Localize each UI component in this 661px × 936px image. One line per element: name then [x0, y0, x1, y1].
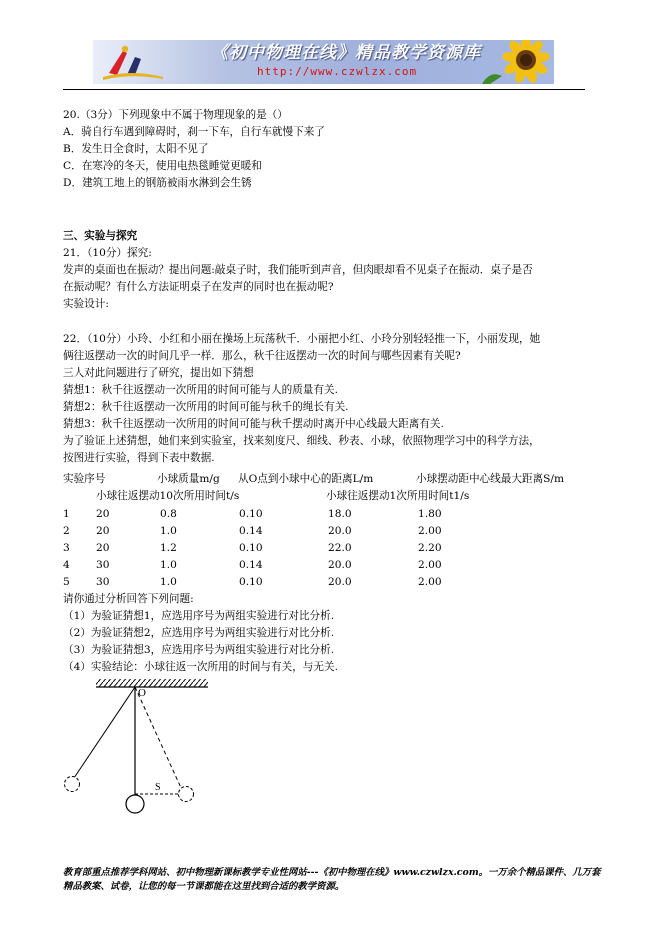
table-cell: 20.0	[328, 559, 352, 571]
table-header-cell: 从O点到小球中心的距离L/m	[238, 473, 374, 485]
table-cell: 20	[96, 508, 110, 520]
table-cell: 0.14	[239, 525, 263, 537]
table-cell: 0.14	[239, 559, 263, 571]
banner-url[interactable]: http://www.czwlzx.com	[257, 65, 418, 78]
q22-guess-1: 猜想1：秋千往返摆动一次所用的时间可能与人的质量有关.	[63, 384, 338, 396]
table-cell: 2.00	[418, 576, 442, 588]
table-cell: 22.0	[328, 542, 352, 554]
pendulum-diagram	[58, 676, 208, 816]
q21-design: 实验设计:	[63, 298, 109, 310]
table-cell: 0.10	[239, 576, 263, 588]
header-rule	[63, 89, 585, 90]
table-cell: 3	[63, 542, 70, 554]
q22-line-8: 按图进行实验，得到下表中数据.	[63, 452, 215, 464]
q22-subq-4: （4）实验结论：小球往返一次所用的时间与有关，与无关.	[63, 661, 338, 673]
table-cell: 0.8	[160, 508, 177, 520]
section-title: 三、实验与探究	[63, 230, 138, 242]
table-header-cell: 小球摆动距中心线最大距离S/m	[416, 473, 564, 485]
q22-line-3: 三人对此问题进行了研究，提出如下猜想	[63, 367, 254, 379]
q22-subq-3: （3）为验证猜想3，应选用序号为两组实验进行对比分析.	[63, 644, 335, 656]
sunflower-icon	[476, 40, 554, 84]
q22-guess-2: 猜想2：秋千往返摆动一次所用的时间可能与秋千的绳长有关.	[63, 401, 349, 413]
table-cell: 20	[96, 525, 110, 537]
q22-line-1: 22．（10分）小玲、小红和小丽在操场上玩荡秋千．小丽把小红、小玲分别轻轻推一下，小丽发现，她	[63, 333, 541, 345]
table-cell: 1	[63, 508, 70, 520]
table-cell: 30	[96, 576, 110, 588]
table-cell: 4	[63, 559, 70, 571]
distance-label: S	[155, 782, 161, 793]
table-header-cell: 小球往返摆动10次所用时间t/s	[96, 490, 240, 502]
header-banner	[93, 40, 554, 84]
table-cell: 1.0	[160, 576, 177, 588]
q22-guess-3: 猜想3：秋千往返摆动一次所用的时间可能与秋千摆动时离开中心线最大距离有关.	[63, 418, 444, 430]
string-right	[135, 687, 182, 790]
ceiling-support	[96, 679, 208, 687]
table-cell: 2	[63, 525, 70, 537]
q22-subq-1: （1）为验证猜想1，应选用序号为两组实验进行对比分析.	[63, 610, 335, 622]
banner-title: 《初中物理在线》精品教学资源库	[211, 43, 481, 63]
table-header-cell: 小球往返摆动1次所用时间t1/s	[326, 490, 470, 502]
q20-option-d: D．建筑工地上的钢筋被雨水淋到会生锈	[63, 177, 252, 189]
table-cell: 0.10	[239, 508, 263, 520]
table-cell: 2.00	[418, 525, 442, 537]
q20-option-a: A．骑自行车遇到障碍时，刹一下车，自行车就慢下来了	[63, 126, 325, 138]
table-cell: 2.00	[418, 559, 442, 571]
table-cell: 1.80	[418, 508, 442, 520]
string-left	[74, 687, 135, 778]
table-header-cell: 小球质量m/g	[157, 473, 220, 485]
pivot-label: O	[138, 687, 146, 699]
table-cell: 2.20	[418, 542, 442, 554]
q21-number: 21．（10分）探究:	[63, 247, 152, 259]
q20-stem: 20.（3分）下列现象中不属于物理现象的是（）	[63, 109, 288, 121]
ball-right	[179, 787, 194, 802]
q22-ask: 请你通过分析回答下列问题:	[63, 593, 194, 605]
table-cell: 1.2	[160, 542, 177, 554]
table-cell: 1.0	[160, 525, 177, 537]
site-logo-icon	[101, 43, 165, 81]
table-cell: 0.10	[239, 542, 263, 554]
table-cell: 20.0	[328, 576, 352, 588]
q21-line-1: 发声的桌面也在振动？提出问题:敲桌子时，我们能听到声音，但肉眼却看不见桌子在振动．桌子是否	[63, 264, 533, 276]
q20-option-b: B．发生日全食时，太阳不见了	[63, 143, 209, 155]
footer-text: 教育部重点推荐学科网站、初中物理新课标教学专业性网站---《初中物理在线》www.czwlzx.com。一万余个精品课件、几万套精品教案、试卷，让您的每一节课都能在这里找到合适的教学资源。	[63, 867, 601, 892]
q22-line-2: 俩往返摆动一次的时间几乎一样．那么，秋千往返摆动一次的时间与哪些因素有关呢?	[63, 350, 461, 362]
q22-line-7: 为了验证上述猜想，她们来到实验室，找来刻度尺、细线、秒表、小球，依照物理学习中的科学方法，	[63, 435, 540, 447]
ball-center	[126, 795, 144, 813]
table-header-cell: 实验序号	[63, 473, 106, 485]
table-cell: 18.0	[328, 508, 352, 520]
table-cell: 20.0	[328, 525, 352, 537]
table-cell: 20	[96, 542, 110, 554]
q21-line-2: 在振动呢？有什么方法证明桌子在发声的同时也在振动呢?	[63, 281, 334, 293]
table-cell: 30	[96, 559, 110, 571]
q20-option-c: C．在寒冷的冬天，使用电热毯睡觉更暖和	[63, 160, 262, 172]
ball-left	[65, 777, 80, 792]
table-cell: 1.0	[160, 559, 177, 571]
q22-subq-2: （2）为验证猜想2，应选用序号为两组实验进行对比分析.	[63, 627, 335, 639]
table-cell: 5	[63, 576, 70, 588]
